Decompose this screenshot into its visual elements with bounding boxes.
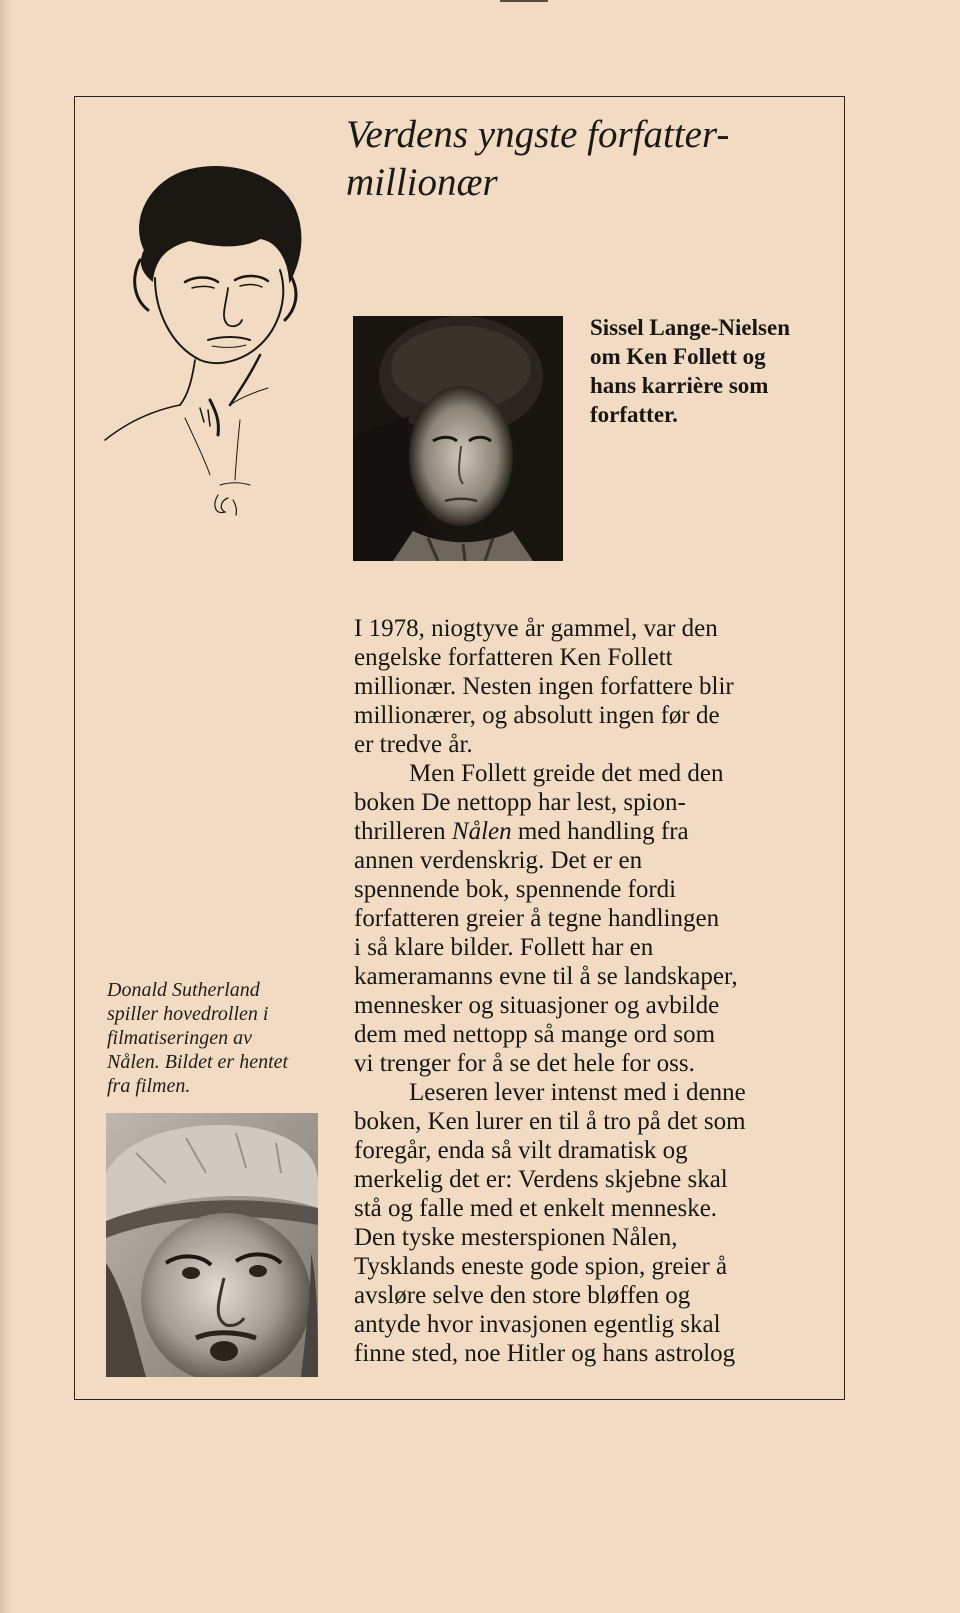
body-line: foregår, enda så vilt dramatisk og xyxy=(354,1137,688,1164)
body-line: spennende bok, spennende fordi xyxy=(354,876,677,903)
byline-line-1: Sissel Lange-Nielsen xyxy=(590,315,790,340)
body-line: stå og falle med et enkelt menneske. xyxy=(354,1195,718,1222)
body-line: vi trenger for å se det hele for oss. xyxy=(354,1050,695,1077)
body-line: I 1978, niogtyve år gammel, var den xyxy=(354,615,718,642)
caption-line-5: fra filmen. xyxy=(107,1075,191,1097)
photo-caption xyxy=(107,978,332,1098)
caption-line-4: Nålen. Bildet er hentet xyxy=(107,1051,289,1073)
byline xyxy=(590,313,840,429)
body-line: millionær. Nesten ingen forfattere blir xyxy=(354,673,734,700)
body-line: boken, Ken lurer en til å tro på det som xyxy=(354,1108,746,1135)
sketch-portrait xyxy=(100,160,330,540)
body-line: antyde hvor invasjonen egentlig skal xyxy=(354,1311,721,1338)
body-line: millionærer, og absolutt ingen før de xyxy=(354,702,720,729)
donald-sutherland-photo xyxy=(106,1113,318,1377)
body-line: Den tyske mesterspionen Nålen, xyxy=(354,1224,678,1251)
ken-follett-photo xyxy=(353,316,563,561)
byline-line-2: om Ken Follett og xyxy=(590,344,766,369)
body-line: finne sted, noe Hitler og hans astrolog xyxy=(354,1340,736,1367)
article-body xyxy=(354,614,834,1368)
byline-line-3: hans karrière som xyxy=(590,373,769,398)
title-line-1: Verdens yngste forfatter- xyxy=(346,113,730,156)
body-line: Men Follett greide det med den xyxy=(409,760,724,787)
body-line xyxy=(354,817,834,846)
body-line: avsløre selve den store bløffen og xyxy=(354,1282,691,1309)
article-title xyxy=(346,111,816,207)
caption-line-3: filmatiseringen av xyxy=(107,1027,252,1049)
body-line: dem med nettopp så mange ord som xyxy=(354,1021,716,1048)
body-segment: thrilleren xyxy=(354,818,452,845)
body-line: Tysklands eneste gode spion, greier å xyxy=(354,1253,728,1280)
body-line: merkelig det er: Verdens skjebne skal xyxy=(354,1166,728,1193)
body-line: boken De nettopp har lest, spion- xyxy=(354,789,686,816)
book-title-nalen: Nålen xyxy=(451,818,512,845)
body-line: er tredve år. xyxy=(354,731,473,758)
caption-line-1: Donald Sutherland xyxy=(107,979,260,1001)
page-edge xyxy=(0,0,12,1613)
body-segment: med handling fra xyxy=(511,818,689,845)
title-line-2: millionær xyxy=(346,161,498,204)
body-line: i så klare bilder. Follett har en xyxy=(354,934,654,961)
body-line: engelske forfatteren Ken Follett xyxy=(354,644,673,671)
body-line: annen verdenskrig. Det er en xyxy=(354,847,643,874)
byline-line-4: forfatter. xyxy=(590,402,678,427)
top-mark xyxy=(500,0,548,2)
body-line: Leseren lever intenst med i denne xyxy=(409,1079,746,1106)
caption-line-2: spiller hovedrollen i xyxy=(107,1003,269,1025)
body-line: forfatteren greier å tegne handlingen xyxy=(354,905,720,932)
body-line: mennesker og situasjoner og avbilde xyxy=(354,992,720,1019)
body-line: kameramanns evne til å se landskaper, xyxy=(354,963,738,990)
